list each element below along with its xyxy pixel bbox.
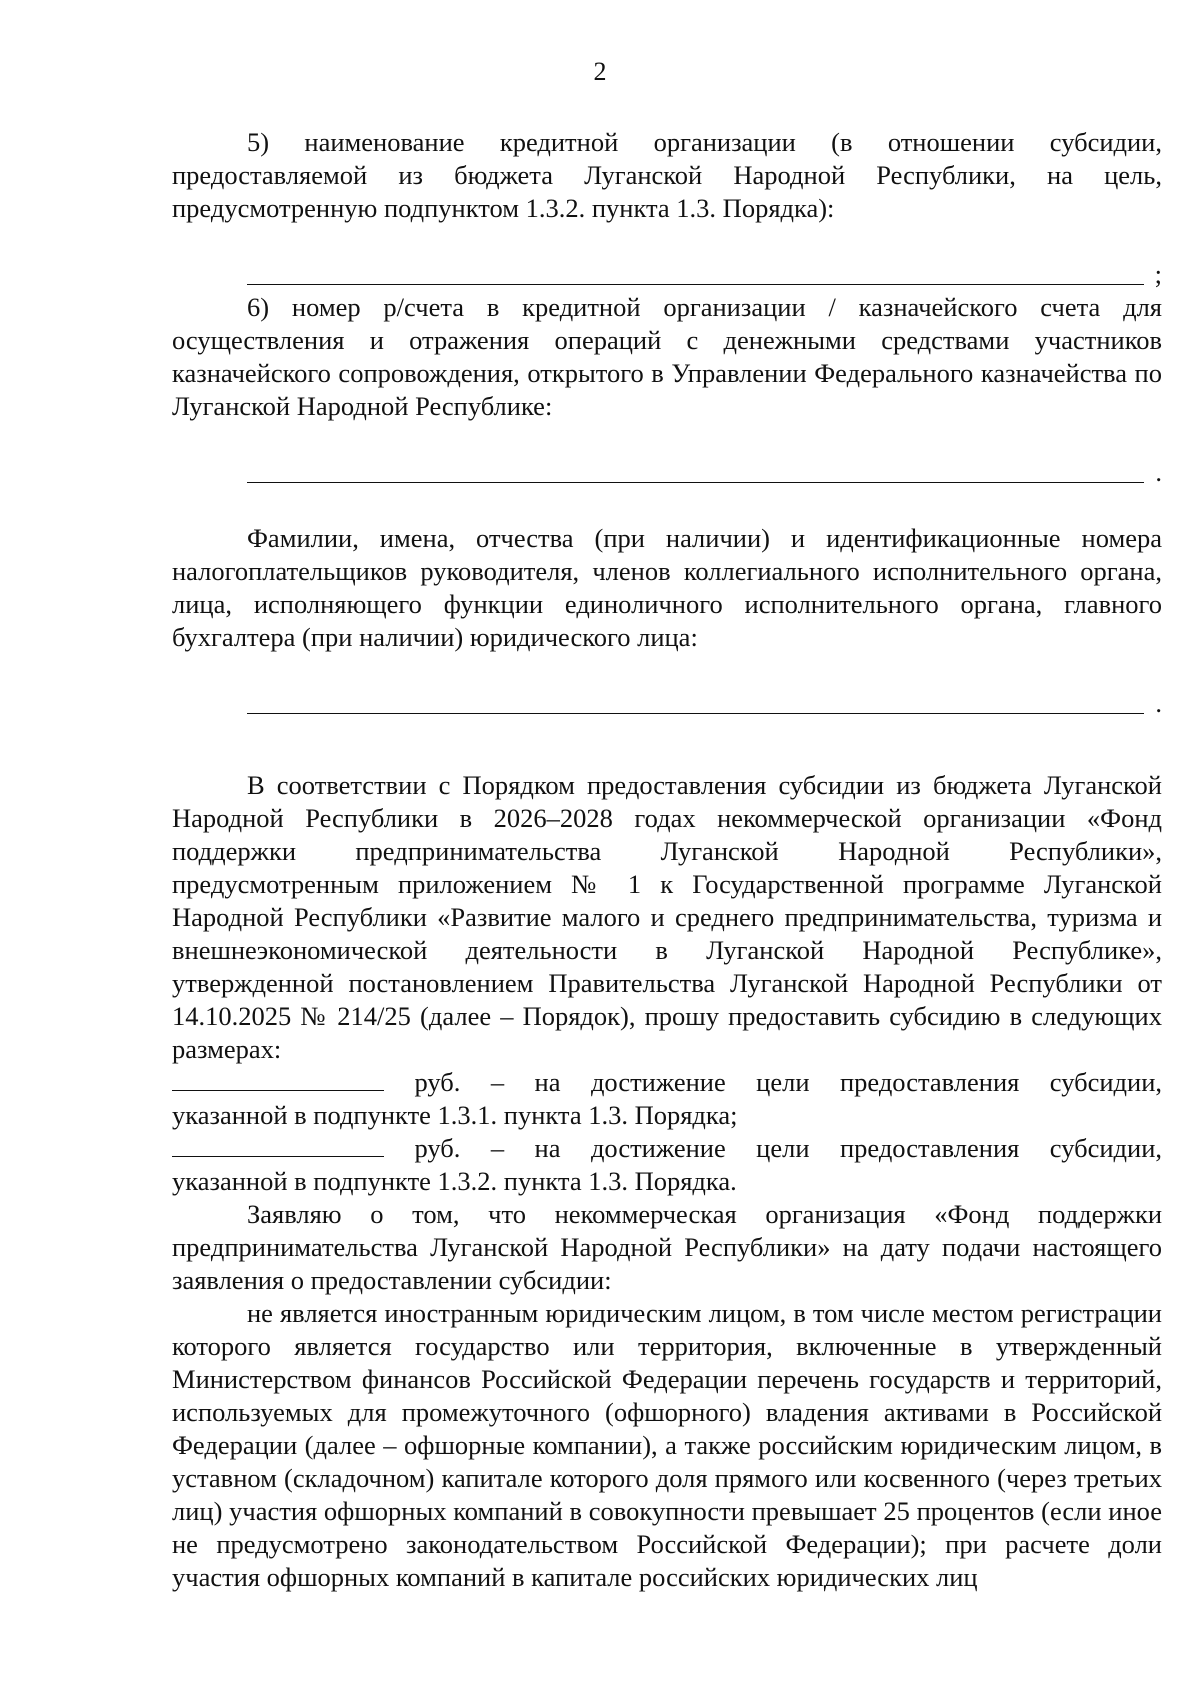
section-6-fill-field[interactable]	[247, 456, 1162, 489]
page-number: 2	[593, 57, 607, 86]
request-text: В соответствии с Порядком предоставления субсидии из бюджета Луганской Народной Республики в 2026–2028 годах некоммерческой организации «Фонд поддержки предпринимательства Луганской Народной Республики», предусмотренным приложением № 1 к Государственной программе Луганской Народной Республики «Развитие малого и среднего предпринимательства, туризма и внешнеэкономической деятельности в Луганской Народной Республике», утвержденной постановлением Правительства Луганской Народной Республики от 14.10.2025 № 214/25 (далее – Порядок), прошу предоставить субсидию в следующих размерах:	[172, 770, 1162, 1064]
end-mark: ;	[1154, 259, 1162, 289]
amount-1-line	[172, 1066, 1162, 1099]
spacer	[172, 225, 1162, 258]
declaration-text: Заявляю о том, что некоммерческая организация «Фонд поддержки предпринимательства Луганской Народной Республики» на дату подачи настоящего заявления о предоставлении субсидии:	[172, 1199, 1162, 1295]
amount-1-text: руб. – на достижение цели предоставления субсидии,	[414, 1067, 1163, 1097]
offshore-text: не является иностранным юридическим лицом, в том числе местом регистрации которого является государство или территория, включенные в утвержденный Министерством финансов Российской Федерации перечень государств и территорий, используемых для промежуточного (офшорного) владения активами в Российской Федерации (далее – офшорные компании), а также российским юридическим лицом, в уставном (складочном) капитале которого доля прямого или косвенного (через третьих лиц) участия офшорных компаний в совокупности превышает 25 процентов (если иное не предусмотрено законодательством Российской Федерации); при расчете доли участия офшорных компаний в капитале российских юридических лиц	[172, 1298, 1162, 1592]
section-5-fill-field[interactable]	[247, 258, 1162, 291]
section-5-text: 5) наименование кредитной организации (в отношении субсидии, предоставляемой из бюджета Луганской Народной Республики, на цель, предусмотренную подпунктом 1.3.2. пункта 1.3. Порядка):	[172, 127, 1162, 223]
end-mark: .	[1155, 457, 1162, 487]
amount-2-text: руб. – на достижение цели предоставления субсидии,	[414, 1133, 1163, 1163]
amount-2-tail: указанной в подпункте 1.3.2. пункта 1.3. Порядка.	[172, 1166, 737, 1196]
persons-text: Фамилии, имена, отчества (при наличии) и идентификационные номера налогоплательщиков руководителя, членов коллегиального исполнительного органа, лица, исполняющего функции единоличного исполнительного органа, главного бухгалтера (при наличии) юридического лица:	[172, 523, 1162, 652]
fill-underline	[247, 713, 1144, 714]
spacer	[172, 489, 1162, 522]
spacer	[172, 423, 1162, 456]
fill-underline	[247, 482, 1144, 483]
end-mark: .	[1155, 688, 1162, 718]
section-6-text: 6) номер р/счета в кредитной организации / казначейского счета для осуществления и отражения операций с денежными средствами участников казначейского сопровождения, открытого в Управлении Федерального казначейства по Луганской Народной Республике:	[172, 292, 1162, 421]
persons-fill-field[interactable]	[247, 687, 1162, 720]
amount-1-field[interactable]	[172, 1066, 384, 1091]
amount-2-field[interactable]	[172, 1132, 384, 1157]
amount-2-line	[172, 1132, 1162, 1165]
amount-1-tail: указанной в подпункте 1.3.1. пункта 1.3. Порядка;	[172, 1100, 738, 1130]
fill-underline	[247, 284, 1144, 285]
spacer	[172, 720, 1162, 769]
spacer	[172, 654, 1162, 687]
document-body	[172, 126, 1162, 1594]
